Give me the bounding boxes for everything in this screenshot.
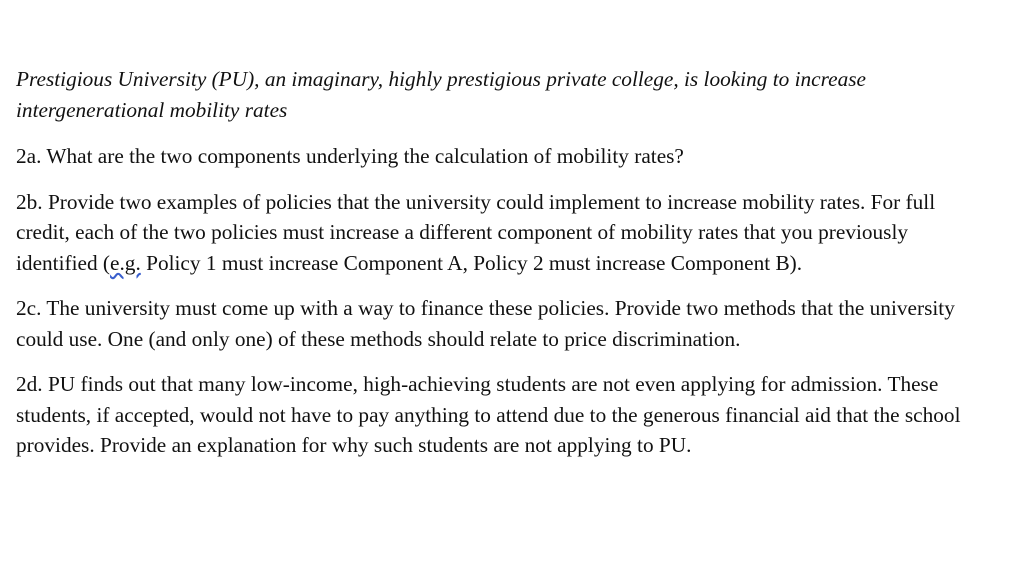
question-2b-text-start: 2b. Provide two examples of policies that the university could implement to increase mobility rates. For full credit, each of the two policies must increase a different component of mobility rates that you previously identified ( [16, 189, 936, 275]
question-2a: 2a. What are the two components underlying the calculation of mobility rates? [16, 144, 684, 168]
question-2b [16, 187, 986, 279]
question-2c: 2c. The university must come up with a way to finance these policies. Provide two methods that the university could use. One (and only one) of these methods should relate to price discrimination. [16, 296, 955, 351]
question-2b-text-end: Policy 1 must increase Component A, Policy 2 must increase Component B). [140, 250, 803, 275]
question-2d: 2d. PU finds out that many low-income, high-achieving students are not even applying for admission. These students, if accepted, would not have to pay anything to attend due to the generous financial aid that the school provides. Provide an explanation for why such students are not applying to PU. [16, 372, 961, 457]
spellcheck-flagged-word[interactable]: e.g. [110, 250, 141, 275]
intro-paragraph: Prestigious University (PU), an imaginary, highly prestigious private college, is looking to increase intergenerational mobility rates [16, 67, 866, 122]
document-body [16, 64, 986, 476]
